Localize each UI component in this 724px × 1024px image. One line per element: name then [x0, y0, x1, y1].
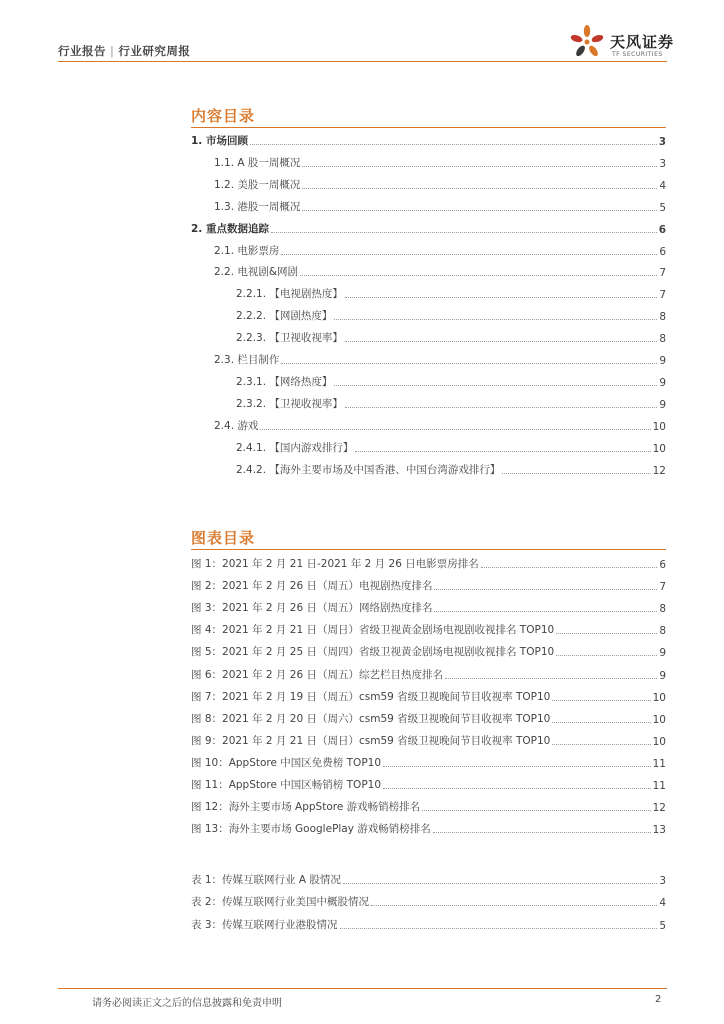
dot-leader — [343, 883, 657, 884]
toc-entry-label: 2.2. 电视剧&网剧 — [214, 266, 299, 279]
figure-entry[interactable] — [191, 710, 666, 726]
contents-title-underline — [191, 127, 666, 128]
toc-entry[interactable] — [214, 242, 666, 258]
report-subtype-label: 行业研究周报 — [118, 44, 191, 58]
toc-entry-label: 1.2. 美股一周概况 — [214, 178, 301, 191]
figures-title: 图表目录 — [191, 529, 256, 547]
dot-leader — [334, 385, 657, 386]
toc-entry[interactable] — [214, 417, 666, 433]
dot-leader — [383, 788, 651, 789]
toc-entry-label: 2.3.1. 【网络热度】 — [236, 375, 333, 388]
dot-leader — [552, 744, 650, 745]
toc-entry[interactable] — [214, 263, 666, 279]
toc-entry-page: 10 — [652, 420, 666, 433]
report-header-tag — [58, 43, 190, 59]
figure-entry-label: 图 13：海外主要市场 GooglePlay 游戏畅销榜排名 — [191, 823, 431, 836]
toc-entry[interactable] — [236, 461, 666, 477]
dot-leader — [334, 319, 657, 320]
figure-entry-page: 11 — [652, 757, 666, 770]
dot-leader — [300, 275, 657, 276]
dot-leader — [502, 473, 650, 474]
toc-entry-label: 2.4.1. 【国内游戏排行】 — [236, 441, 354, 454]
figure-entry-page: 6 — [659, 559, 666, 571]
dot-leader — [345, 341, 657, 342]
toc-entry[interactable] — [236, 307, 666, 323]
figure-entry-label: 图 4：2021 年 2 月 21 日（周日）省级卫视黄金剧场电视剧收视排名 TOP10 — [191, 624, 555, 637]
dot-leader — [281, 254, 657, 255]
toc-entry-label: 2.1. 电影票房 — [214, 244, 280, 257]
table-entry-label: 表 2：传媒互联网行业美国中概股情况 — [191, 896, 370, 909]
toc-entry-page: 5 — [659, 201, 666, 214]
page-number: 2 — [655, 994, 662, 1005]
dot-leader — [422, 810, 650, 811]
toc-entry-page: 4 — [659, 179, 666, 192]
figure-entry[interactable] — [191, 666, 666, 682]
dot-leader — [552, 722, 650, 723]
table-entry[interactable] — [191, 871, 666, 887]
figure-entry[interactable] — [191, 776, 666, 792]
toc-entry[interactable] — [191, 132, 666, 148]
toc-entry[interactable] — [191, 220, 666, 236]
toc-entry[interactable] — [236, 329, 666, 345]
dot-leader — [340, 928, 658, 929]
figure-entry-page: 10 — [652, 735, 666, 748]
toc-entry-page: 6 — [658, 223, 666, 236]
toc-entry-label: 2.2.1. 【电视剧热度】 — [236, 288, 343, 301]
dot-leader — [383, 766, 651, 767]
figure-entry-label: 图 7：2021 年 2 月 19 日（周五）csm59 省级卫视晚间节目收视率 TOP10 — [191, 690, 551, 703]
toc-entry-page: 8 — [659, 311, 666, 324]
report-type-label: 行业报告 — [58, 44, 106, 58]
figure-entry-page: 9 — [659, 647, 666, 660]
table-entry[interactable] — [191, 916, 666, 932]
toc-entry-label: 1.1. A 股一周概况 — [214, 156, 301, 169]
dot-leader — [445, 678, 657, 679]
dot-leader — [556, 655, 657, 656]
figure-entry-label: 图 10：AppStore 中国区免费榜 TOP10 — [191, 756, 382, 769]
toc-entry-page: 7 — [659, 289, 666, 302]
figure-entry[interactable] — [191, 621, 666, 637]
figure-entry[interactable] — [191, 599, 666, 615]
table-entry-label: 表 3：传媒互联网行业港股情况 — [191, 918, 338, 931]
figure-entry-page: 12 — [652, 802, 666, 815]
figure-entry-label: 图 2：2021 年 2 月 26 日（周五）电视剧热度排名 — [191, 580, 433, 593]
toc-entry-page: 10 — [652, 442, 666, 455]
figure-entry[interactable] — [191, 577, 666, 593]
figure-entry[interactable] — [191, 688, 666, 704]
toc-entry-label: 2.3.2. 【卫视收视率】 — [236, 397, 343, 410]
contents-title: 内容目录 — [191, 107, 256, 125]
figure-entry-label: 图 9：2021 年 2 月 21 日（周日）csm59 省级卫视晚间节目收视率 TOP10 — [191, 734, 551, 747]
dot-leader — [345, 407, 657, 408]
toc-entry[interactable] — [236, 285, 666, 301]
toc-entry[interactable] — [214, 198, 666, 214]
figure-entry-label: 图 6：2021 年 2 月 26 日（周五）综艺栏目热度排名 — [191, 668, 443, 681]
figure-entry-page: 8 — [659, 625, 666, 638]
dot-leader — [302, 210, 657, 211]
figures-title-underline — [191, 549, 666, 550]
figure-entry[interactable] — [191, 732, 666, 748]
dot-leader — [371, 905, 657, 906]
figure-entry-label: 图 12：海外主要市场 AppStore 游戏畅销榜排名 — [191, 801, 421, 814]
toc-entry-label: 2.4.2. 【海外主要市场及中国香港、中国台湾游戏排行】 — [236, 463, 501, 476]
brand-name: 天风证券 — [610, 33, 675, 51]
toc-entry-page: 3 — [658, 136, 666, 148]
figure-entry-label: 图 11：AppStore 中国区畅销榜 TOP10 — [191, 779, 382, 791]
figure-entry-page: 9 — [659, 669, 666, 682]
figure-entry-label: 图 5：2021 年 2 月 25 日（周四）省级卫视黄金剧场电视剧收视排名 TOP10 — [191, 646, 555, 659]
dot-leader — [481, 567, 658, 568]
dot-leader — [271, 232, 657, 233]
dot-leader — [302, 166, 657, 167]
dot-leader — [260, 429, 650, 430]
dot-leader — [281, 363, 657, 364]
toc-entry-label: 2.2.2. 【网剧热度】 — [236, 310, 333, 323]
toc-entry[interactable] — [236, 439, 666, 455]
figure-entry[interactable] — [191, 820, 666, 836]
toc-entry-page: 9 — [659, 355, 666, 367]
toc-entry-page: 7 — [659, 267, 666, 280]
dot-leader — [433, 832, 651, 833]
toc-entry-label: 1.3. 港股一周概况 — [214, 200, 301, 213]
footer-divider — [58, 988, 667, 989]
table-entry-page: 3 — [659, 875, 666, 887]
table-entry-page: 4 — [659, 897, 666, 910]
figure-entry-page: 11 — [652, 780, 666, 792]
table-entry-label: 表 1：传媒互联网行业 A 股情况 — [191, 874, 341, 886]
dot-leader — [250, 144, 657, 145]
toc-entry-label: 2.2.3. 【卫视收视率】 — [236, 332, 343, 345]
toc-entry-page: 9 — [659, 398, 666, 411]
figure-entry-page: 8 — [659, 603, 666, 616]
dot-leader — [434, 611, 657, 612]
toc-entry-page: 3 — [659, 157, 666, 170]
header-separator: | — [110, 44, 115, 58]
figure-entry-page: 7 — [659, 581, 666, 594]
toc-entry[interactable] — [214, 176, 666, 192]
dot-leader — [434, 589, 657, 590]
header-divider — [58, 61, 667, 62]
table-entry-page: 5 — [659, 919, 666, 932]
toc-entry[interactable] — [214, 154, 666, 170]
toc-entry-page: 9 — [659, 376, 666, 389]
toc-entry-page: 12 — [652, 464, 666, 477]
toc-entry-page: 8 — [659, 333, 666, 346]
toc-entry[interactable] — [236, 373, 666, 389]
brand-subtitle: TF SECURITIES — [612, 51, 663, 58]
dot-leader — [552, 700, 650, 701]
figure-entry-page: 10 — [652, 691, 666, 704]
toc-entry-label: 2.3. 栏目制作 — [214, 354, 280, 366]
toc-entry[interactable] — [214, 351, 666, 367]
toc-entry-label: 2. 重点数据追踪 — [191, 222, 269, 235]
dot-leader — [355, 451, 650, 452]
toc-entry[interactable] — [236, 395, 666, 411]
figure-entry[interactable] — [191, 754, 666, 770]
toc-entry-page: 6 — [659, 245, 666, 258]
figure-entry-label: 图 8：2021 年 2 月 20 日（周六）csm59 省级卫视晚间节目收视率 TOP10 — [191, 712, 551, 725]
footer-disclaimer: 请务必阅读正文之后的信息披露和免责申明 — [92, 998, 282, 1009]
figure-entry-page: 10 — [652, 713, 666, 726]
table-entry[interactable] — [191, 893, 666, 909]
toc-entry-label: 1. 市场回顾 — [191, 135, 248, 147]
figure-entry-label: 图 1：2021 年 2 月 21 日-2021 年 2 月 26 日电影票房排名 — [191, 558, 479, 570]
toc-entry-label: 2.4. 游戏 — [214, 419, 259, 432]
figure-entry[interactable] — [191, 643, 666, 659]
figure-entry-page: 13 — [652, 824, 666, 837]
figure-entry[interactable] — [191, 555, 666, 571]
dot-leader — [302, 188, 657, 189]
dot-leader — [556, 633, 657, 634]
dot-leader — [345, 297, 657, 298]
figure-entry[interactable] — [191, 798, 666, 814]
figure-entry-label: 图 3：2021 年 2 月 26 日（周五）网络剧热度排名 — [191, 602, 433, 615]
